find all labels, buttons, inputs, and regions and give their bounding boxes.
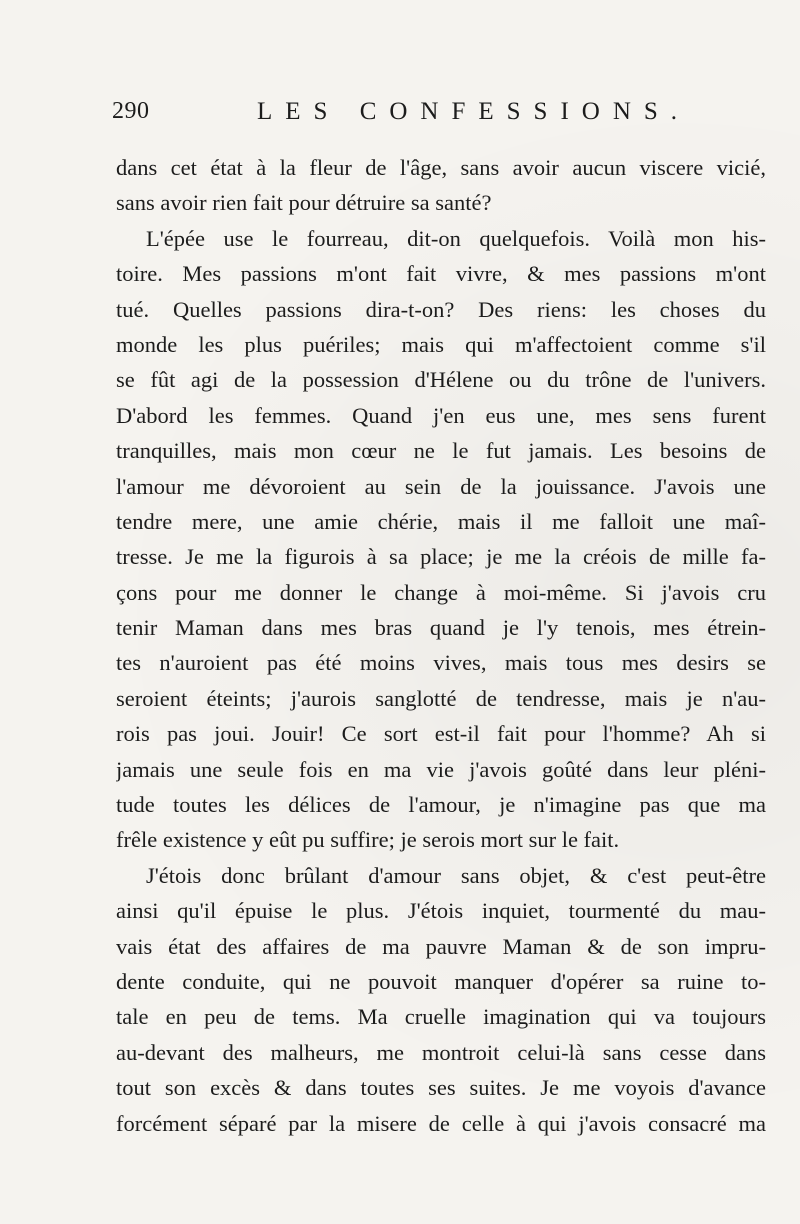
text-line: ainsi qu'il épuise le plus. J'étois inquiet, tourmenté du mau- (116, 898, 766, 924)
text-line: frêle existence y eût pu suffire; je serois mort sur le fait. (116, 827, 620, 853)
text-line: vais état des affaires de ma pauvre Maman & de son impru- (116, 933, 766, 959)
text-line: sans avoir rien fait pour détruire sa santé? (116, 190, 492, 216)
text-line: tué. Quelles passions dira-t-on? Des riens: les choses du (116, 296, 766, 322)
text-line: seroient éteints; j'aurois sanglotté de tendresse, mais je n'au- (116, 685, 766, 711)
text-line: rois pas joui. Jouir! Ce sort est-il fait pour l'homme? Ah si (116, 721, 766, 747)
text-line: dente conduite, qui ne pouvoit manquer d'opérer sa ruine to- (116, 968, 766, 994)
text-line: tranquilles, mais mon cœur ne le fut jamais. Les besoins de (116, 438, 766, 464)
running-title: LES CONFESSIONS. (257, 98, 691, 125)
text-line: au-devant des malheurs, me montroit celui-là sans cesse dans (116, 1039, 766, 1065)
text-line: tendre mere, une amie chérie, mais il me falloit une maî- (116, 508, 766, 534)
text-line: toire. Mes passions m'ont fait vivre, & mes passions m'ont (116, 261, 766, 287)
page-number: 290 (112, 98, 150, 124)
text-line: jamais une seule fois en ma vie j'avois goûté dans leur pléni- (116, 756, 766, 782)
text-line: J'étois donc brûlant d'amour sans objet, & c'est peut-être (146, 862, 766, 888)
paragraph (116, 858, 766, 1141)
text-line: tenir Maman dans mes bras quand je l'y tenois, mes étrein- (116, 615, 766, 641)
text-line: forcément séparé par la misere de celle à qui j'avois consacré ma (116, 1110, 766, 1136)
text-line: tude toutes les délices de l'amour, je n'imagine pas que ma (116, 792, 766, 818)
text-line: D'abord les femmes. Quand j'en eus une, mes sens furent (116, 402, 766, 428)
text-line: çons pour me donner le change à moi-même. Si j'avois cru (116, 579, 766, 605)
page-header (112, 98, 691, 138)
text-line: tes n'auroient pas été moins vives, mais tous mes desirs se (116, 650, 766, 676)
text-line: dans cet état à la fleur de l'âge, sans avoir aucun viscere vicié, (116, 155, 766, 180)
text-line: L'épée use le fourreau, dit-on quelquefois. Voilà mon his- (146, 225, 766, 251)
text-line: se fût agi de la possession d'Hélene ou du trône de l'univers. (116, 367, 766, 393)
text-line: tresse. Je me la figurois à sa place; je me la créois de mille fa- (116, 544, 766, 570)
text-line: monde les plus puériles; mais qui m'affectoient comme s'il (116, 331, 766, 357)
text-line: tout son excès & dans toutes ses suites. Je me voyois d'avance (116, 1075, 766, 1101)
paragraph (116, 221, 766, 858)
text-line: tale en peu de tems. Ma cruelle imagination qui va toujours (116, 1004, 766, 1030)
text-line: l'amour me dévoroient au sein de la jouissance. J'avois une (116, 473, 766, 499)
body-text (116, 150, 766, 1141)
paragraph (116, 150, 766, 221)
